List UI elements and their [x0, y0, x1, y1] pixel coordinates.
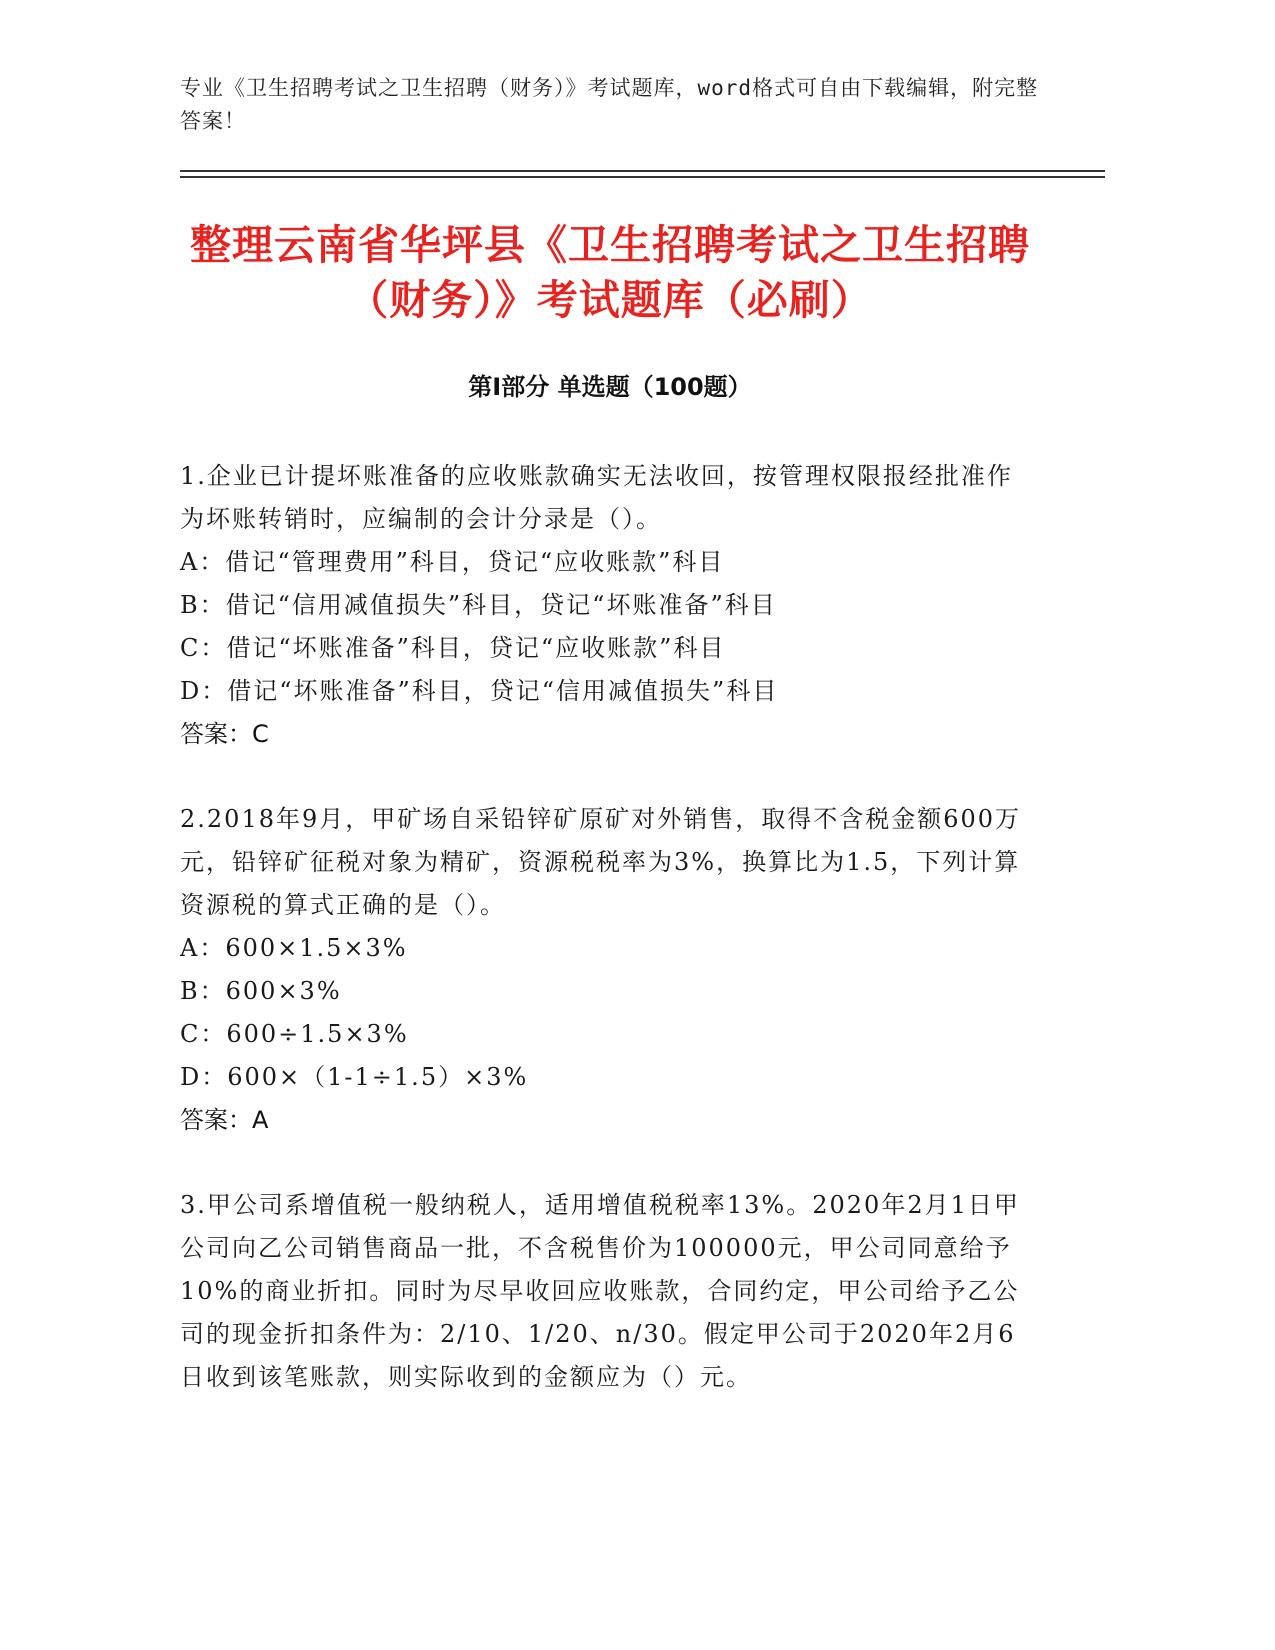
question-list — [180, 455, 1035, 1441]
option-b: B：600×3% — [180, 977, 342, 1005]
question-3 — [180, 1184, 1035, 1399]
option-a: A：600×1.5×3% — [180, 934, 408, 962]
question-stem: 3.甲公司系增值税一般纳税人，适用增值税税率13%。2020年2月1日甲公司向乙公司销售商品一批，不含税售价为100000元，甲公司同意给予10%的商业折扣。同时为尽早收回应收账款，合同约定，甲公司给予乙公司的现金折扣条件为：2/10、1/20、n/30。假定甲公司于2020年2月6日收到该笔账款，则实际收到的金额应为（）元。 — [180, 1191, 1020, 1391]
answer-label: 答案：A — [180, 1106, 269, 1134]
header-divider-bottom — [180, 176, 1105, 178]
option-a: A：借记“管理费用”科目，贷记“应收账款”科目 — [180, 548, 725, 576]
section-heading: 第Ⅰ部分 单选题（100题） — [468, 373, 752, 401]
header-divider-top — [180, 170, 1105, 172]
option-c: C：借记“坏账准备”科目，贷记“应收账款”科目 — [180, 634, 726, 662]
question-stem: 2.2018年9月，甲矿场自采铅锌矿原矿对外销售，取得不含税金额600万元，铅锌矿征税对象为精矿，资源税税率为3%，换算比为1.5，下列计算资源税的算式正确的是（）。 — [180, 805, 1022, 919]
question-1 — [180, 455, 1035, 756]
question-stem: 1.企业已计提坏账准备的应收账款确实无法收回，按管理权限报经批准作为坏账转销时，应编制的会计分录是（）。 — [180, 462, 1013, 533]
answer-label: 答案：C — [180, 720, 269, 748]
option-d: D：600×（1-1÷1.5）×3% — [180, 1063, 529, 1091]
document-title: 整理云南省华坪县《卫生招聘考试之卫生招聘（财务）》考试题库（必刷） — [190, 221, 1030, 324]
option-d: D：借记“坏账准备”科目，贷记“信用减值损失”科目 — [180, 677, 779, 705]
question-2 — [180, 798, 1035, 1142]
option-b: B：借记“信用减值损失”科目，贷记“坏账准备”科目 — [180, 591, 777, 619]
option-c: C：600÷1.5×3% — [180, 1020, 409, 1048]
header-note: 专业《卫生招聘考试之卫生招聘（财务）》考试题库，word格式可自由下载编辑，附完整答案！ — [180, 76, 1039, 133]
